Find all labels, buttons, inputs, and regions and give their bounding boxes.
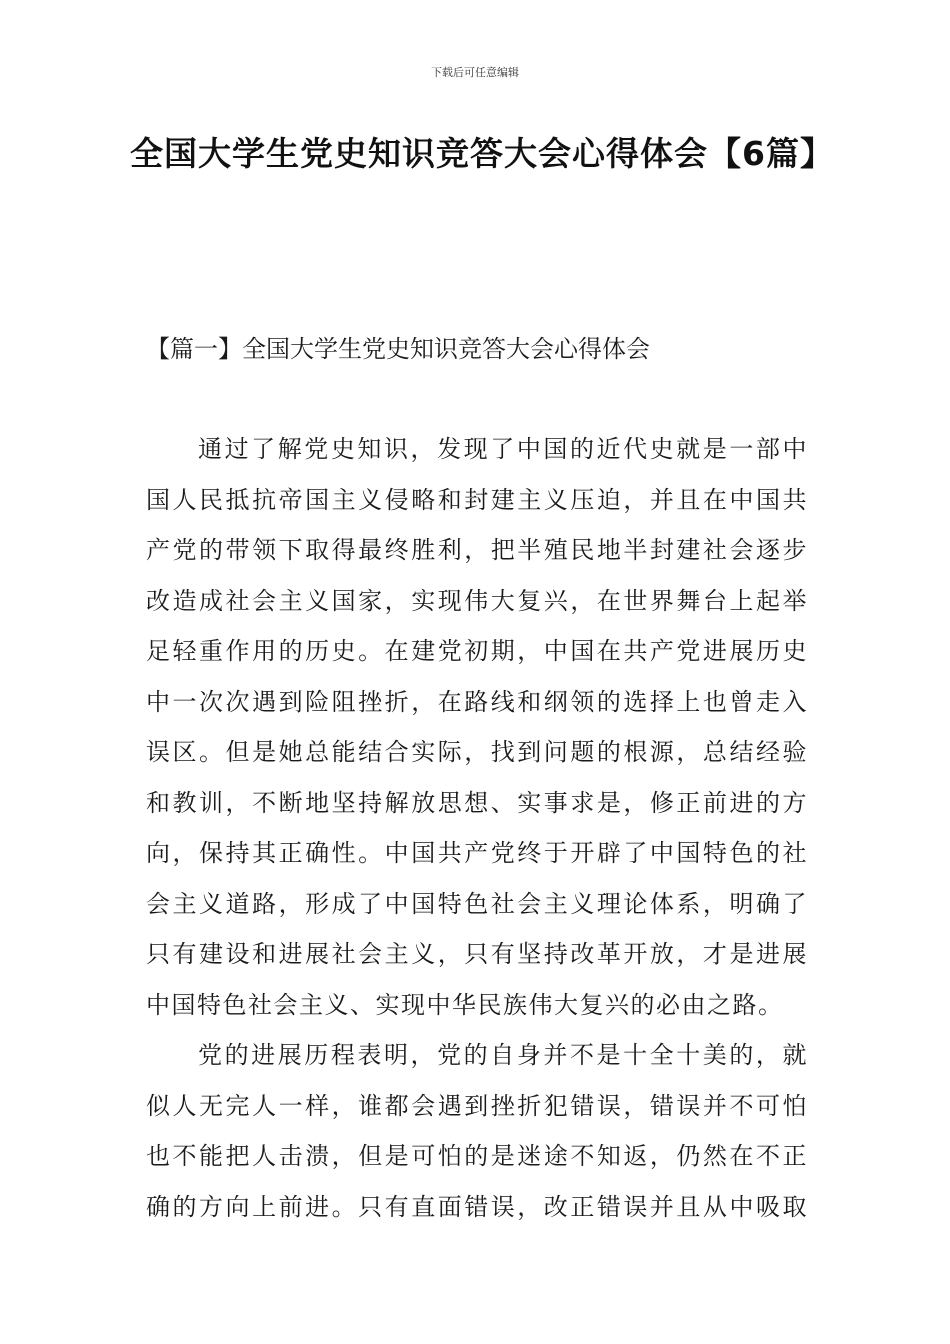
paragraph-line: 中一次次遇到险阻挫折，在路线和纲领的选择上也曾走入 bbox=[146, 687, 808, 716]
paragraph-line: 党的进展历程表明，党的自身并不是十全十美的，就 bbox=[198, 1041, 808, 1069]
paragraph-line: 中国特色社会主义、实现中华民族伟大复兴的必由之路。 bbox=[146, 990, 784, 1019]
document-title: 全国大学生党史知识竞答大会心得体会【6篇】 bbox=[130, 134, 834, 173]
page-header-note: 下载后可任意编辑 bbox=[431, 66, 519, 79]
section-heading: 【篇一】全国大学生党史知识竞答大会心得体会 bbox=[146, 335, 650, 363]
paragraph-line: 误区。但是她总能结合实际，找到问题的根源，总结经验 bbox=[146, 738, 808, 766]
paragraph-line: 产党的带领下取得最终胜利，把半殖民地半封建社会逐步 bbox=[146, 536, 808, 564]
paragraph-line: 国人民抵抗帝国主义侵略和封建主义压迫，并且在中国共 bbox=[146, 485, 808, 514]
body-paragraph bbox=[146, 430, 808, 1036]
paragraph-line: 改造成社会主义国家，实现伟大复兴，在世界舞台上起举 bbox=[146, 586, 808, 615]
paragraph-line: 和教训，不断地坚持解放思想、实事求是，修正前进的方 bbox=[146, 788, 808, 817]
paragraph-line: 确的方向上前进。只有直面错误，改正错误并且从中吸取 bbox=[146, 1192, 808, 1221]
paragraph-line: 只有建设和进展社会主义，只有坚持改革开放，才是进展 bbox=[146, 940, 808, 968]
paragraph-line: 足轻重作用的历史。在建党初期，中国在共产党进展历史 bbox=[146, 637, 808, 665]
paragraph-line: 通过了解党史知识，发现了中国的近代史就是一部中 bbox=[198, 435, 808, 463]
body-paragraph bbox=[146, 1036, 808, 1238]
document-body bbox=[146, 430, 808, 1238]
paragraph-line: 似人无完人一样，谁都会遇到挫折犯错误，错误并不可怕 bbox=[146, 1091, 808, 1120]
paragraph-line: 也不能把人击溃，但是可怕的是迷途不知返，仍然在不正 bbox=[146, 1142, 808, 1170]
paragraph-line: 向，保持其正确性。中国共产党终于开辟了中国特色的社 bbox=[146, 839, 808, 867]
paragraph-line: 会主义道路，形成了中国特色社会主义理论体系，明确了 bbox=[146, 889, 808, 918]
